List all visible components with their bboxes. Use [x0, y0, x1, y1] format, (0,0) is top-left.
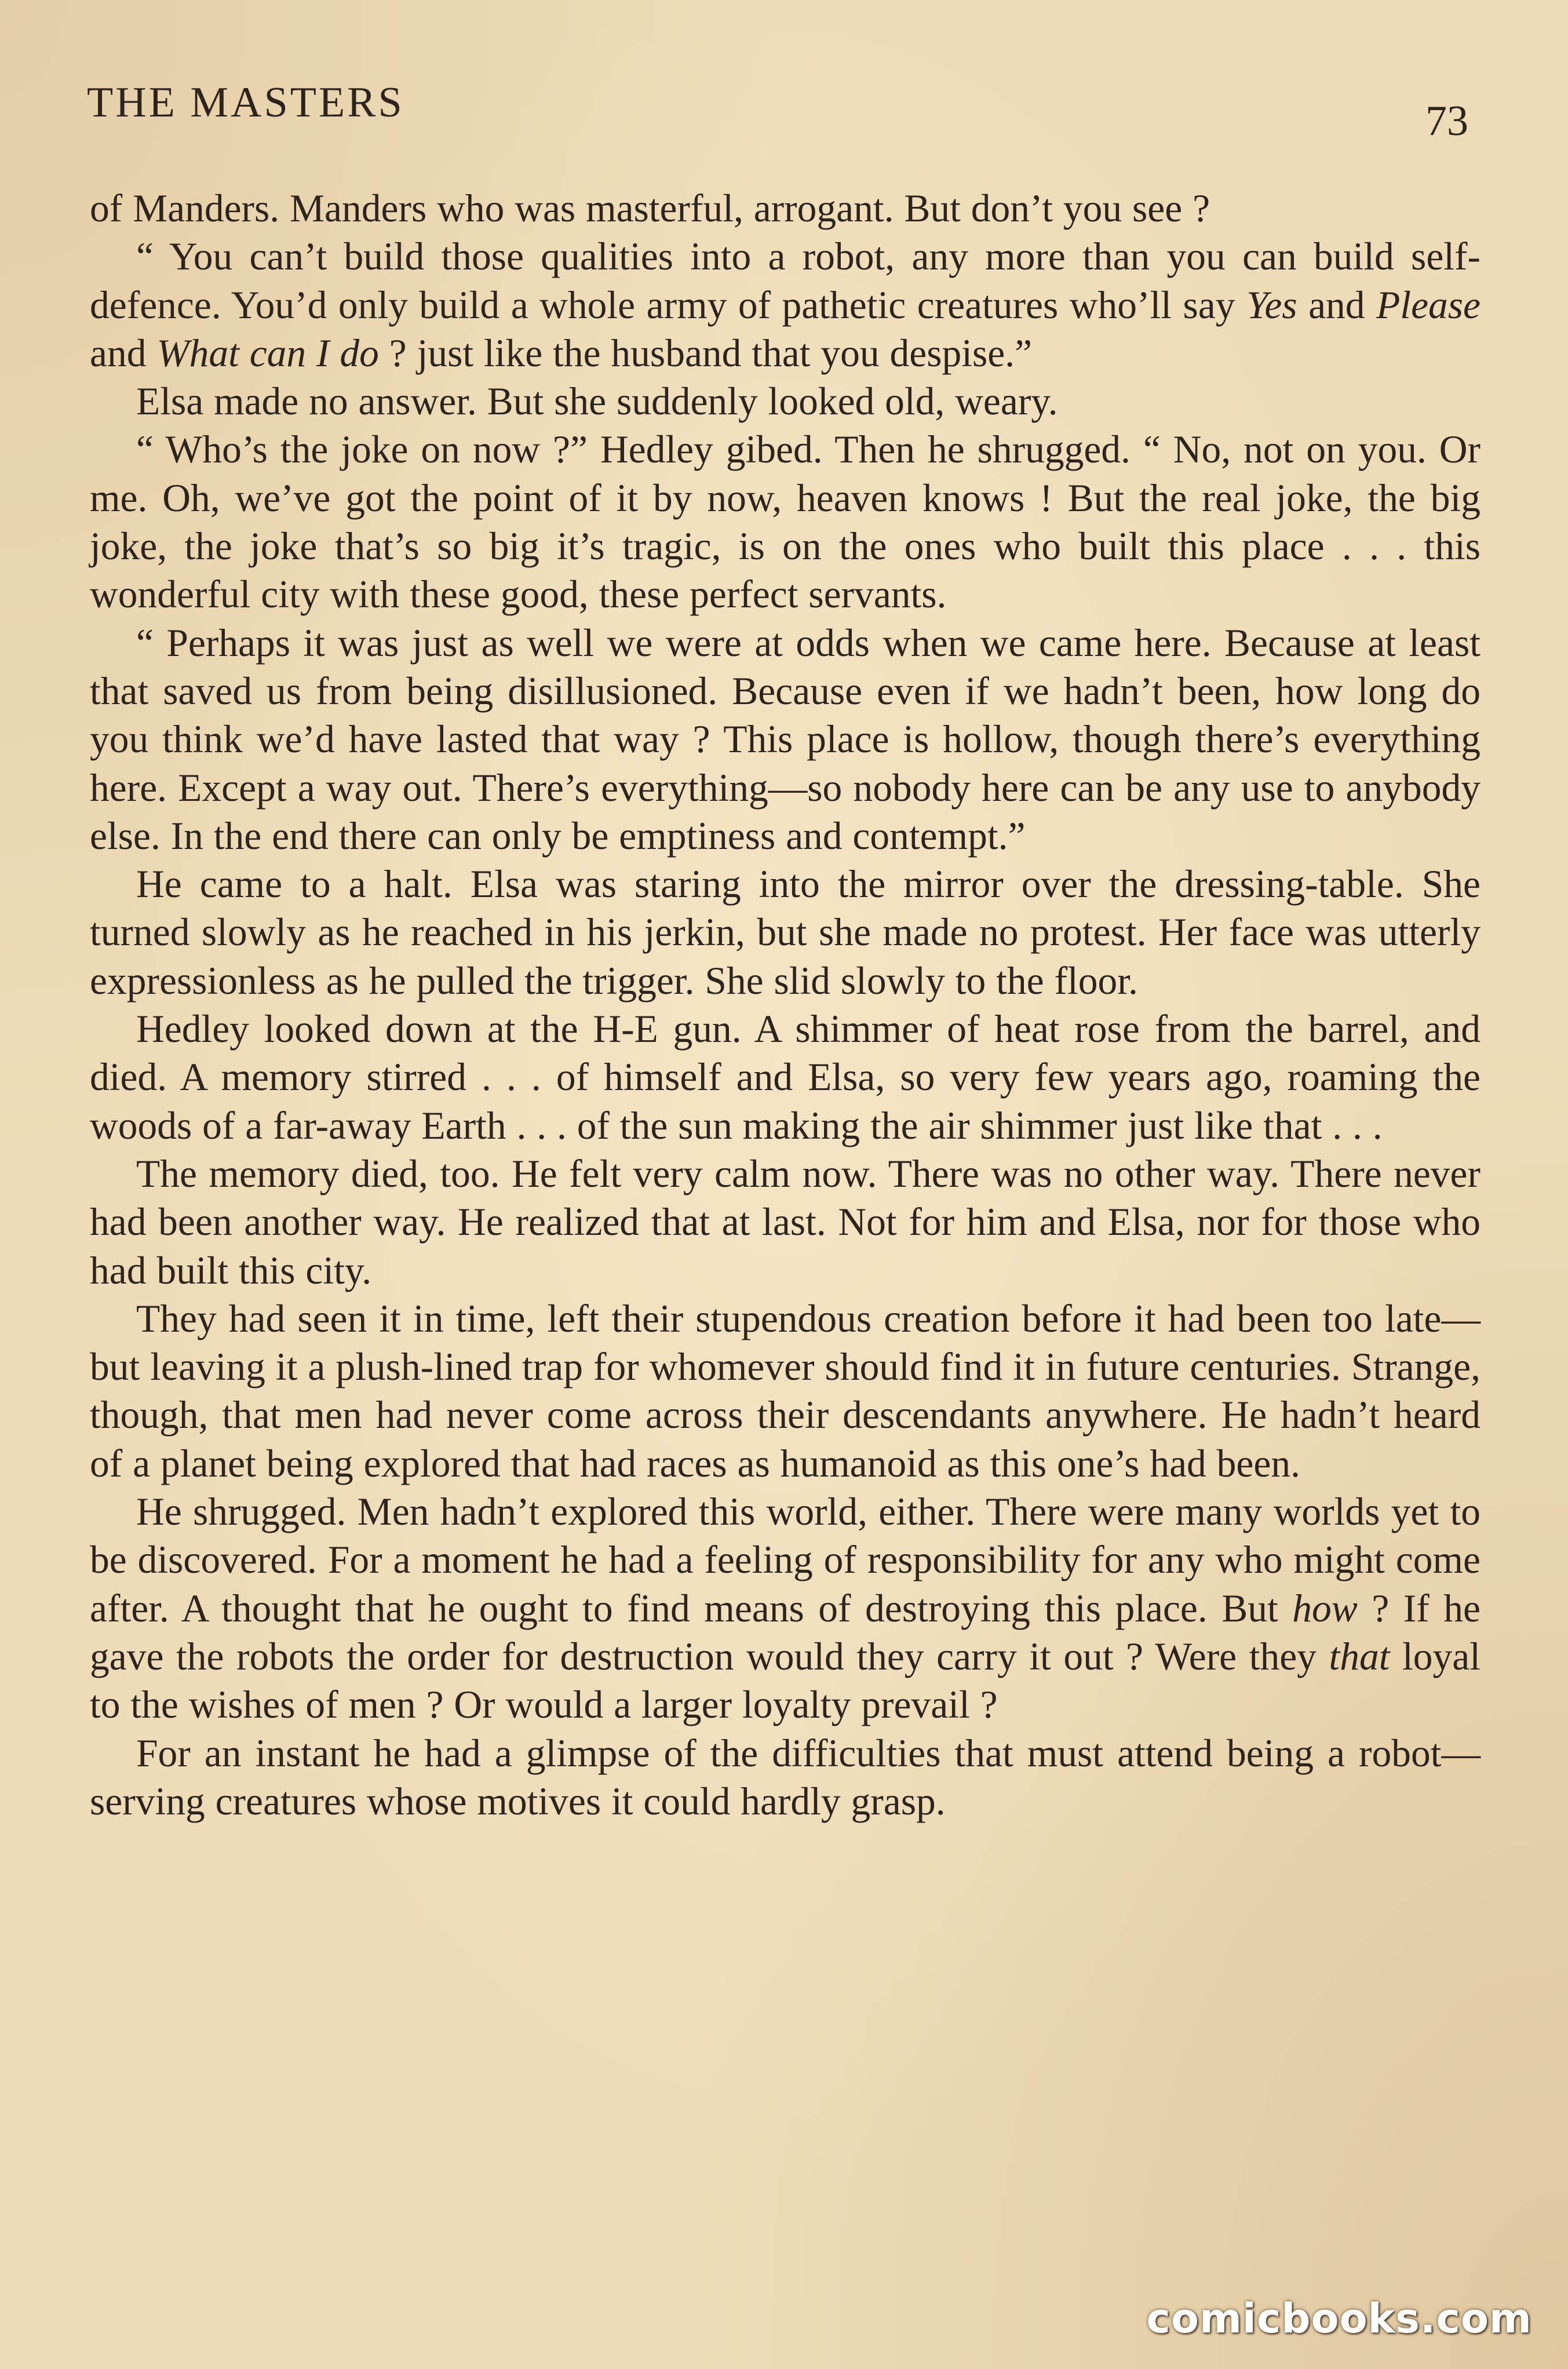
paragraph [90, 1295, 1481, 1488]
running-title: THE MASTERS [87, 79, 404, 126]
paragraph-text: and [90, 331, 157, 375]
paragraph-text: He shrugged. Men hadn’t explored this world, either. There were many worlds yet to be discovered. For a moment he had a feeling of responsibility for any who might come after. A thought that he ought to find means of destroying this place. But [90, 1490, 1481, 1630]
italic-text: that [1329, 1634, 1390, 1678]
paragraph-text: Hedley looked down at the H-E gun. A shimmer of heat rose from the barrel, and died. A memory stirred . . . of himself and Elsa, so very few years ago, roaming the woods of a far-away Earth . . . of the sun making the air shimmer just like that . . . [90, 1007, 1481, 1147]
paragraph [90, 377, 1481, 425]
paragraph-text: Elsa made no answer. But she suddenly looked old, weary. [136, 380, 1058, 424]
italic-text: Yes [1246, 283, 1297, 327]
paragraph [90, 232, 1481, 377]
paragraph [90, 184, 1481, 232]
paragraph [90, 1488, 1481, 1729]
paragraph-text: “ Who’s the joke on now ?” Hedley gibed. Then he shrugged. “ No, not on you. Or me. Oh, we’ve got the point of it by now, heaven knows ! But the real joke, the big joke, the joke that’s so big it’s tragic, is on the ones who built this place . . . this wonderful city with these good, these perfect servants. [90, 428, 1481, 617]
paragraph-text: For an instant he had a glimpse of the difficulties that must attend being a robot—serving creatures whose motives it could hardly grasp. [90, 1731, 1481, 1823]
body-text [90, 184, 1481, 1825]
italic-text: What can I do [156, 331, 379, 375]
paragraph [90, 1005, 1481, 1150]
paragraph-text: loyal to the wishes of men ? Or would a larger loyalty prevail ? [90, 1634, 1481, 1727]
paragraph-text: “ Perhaps it was just as well we were at odds when we came here. Because at least that saved us from being disillusioned. Because even if we hadn’t been, how long do you think we’d have lasted that way ? This place is hollow, though there’s everything here. Except a way out. There’s everything—so nobody here can be any use to anybody else. In the end there can only be emptiness and contempt.” [90, 621, 1481, 858]
paragraph-text: “ You can’t build those qualities into a robot, any more than you can build self-defence. You’d only build a whole army of pathetic creatures who’ll say [90, 235, 1481, 327]
paragraph-text: He came to a halt. Elsa was staring into the mirror over the dressing-table. She turned slowly as he reached in his jerkin, but she made no protest. Her face was utterly expressionless as he pulled the trigger. She slid slowly to the floor. [90, 862, 1481, 1003]
paragraph [90, 1150, 1481, 1295]
paragraph [90, 860, 1481, 1005]
paragraph-text: ? just like the husband that you despise.” [378, 331, 1033, 375]
paragraph-text: ? If he gave the robots the order for destruction would they carry it out ? Were they [90, 1586, 1481, 1678]
paragraph [90, 425, 1481, 618]
paragraph-text: The memory died, too. He felt very calm now. There was no other way. There never had been another way. He realized that at last. Not for him and Elsa, nor for those who had built this city. [90, 1151, 1481, 1292]
paragraph [90, 1729, 1481, 1826]
paragraph-text: They had seen it in time, left their stupendous creation before it had been too late—but leaving it a plush-lined trap for whomever should find it in future centuries. Strange, though, that men had never come across their descendants anywhere. He hadn’t heard of a planet being explored that had races as humanoid as this one’s had been. [90, 1296, 1481, 1485]
paragraph-text: and [1297, 283, 1377, 327]
paragraph [90, 619, 1481, 860]
page-number: 73 [1425, 97, 1468, 145]
watermark: comicbooks.com [1146, 2295, 1532, 2342]
italic-text: how [1292, 1586, 1358, 1630]
paragraph-text: of Manders. Manders who was masterful, arrogant. But don’t you see ? [90, 187, 1210, 230]
italic-text: Please [1376, 283, 1481, 327]
